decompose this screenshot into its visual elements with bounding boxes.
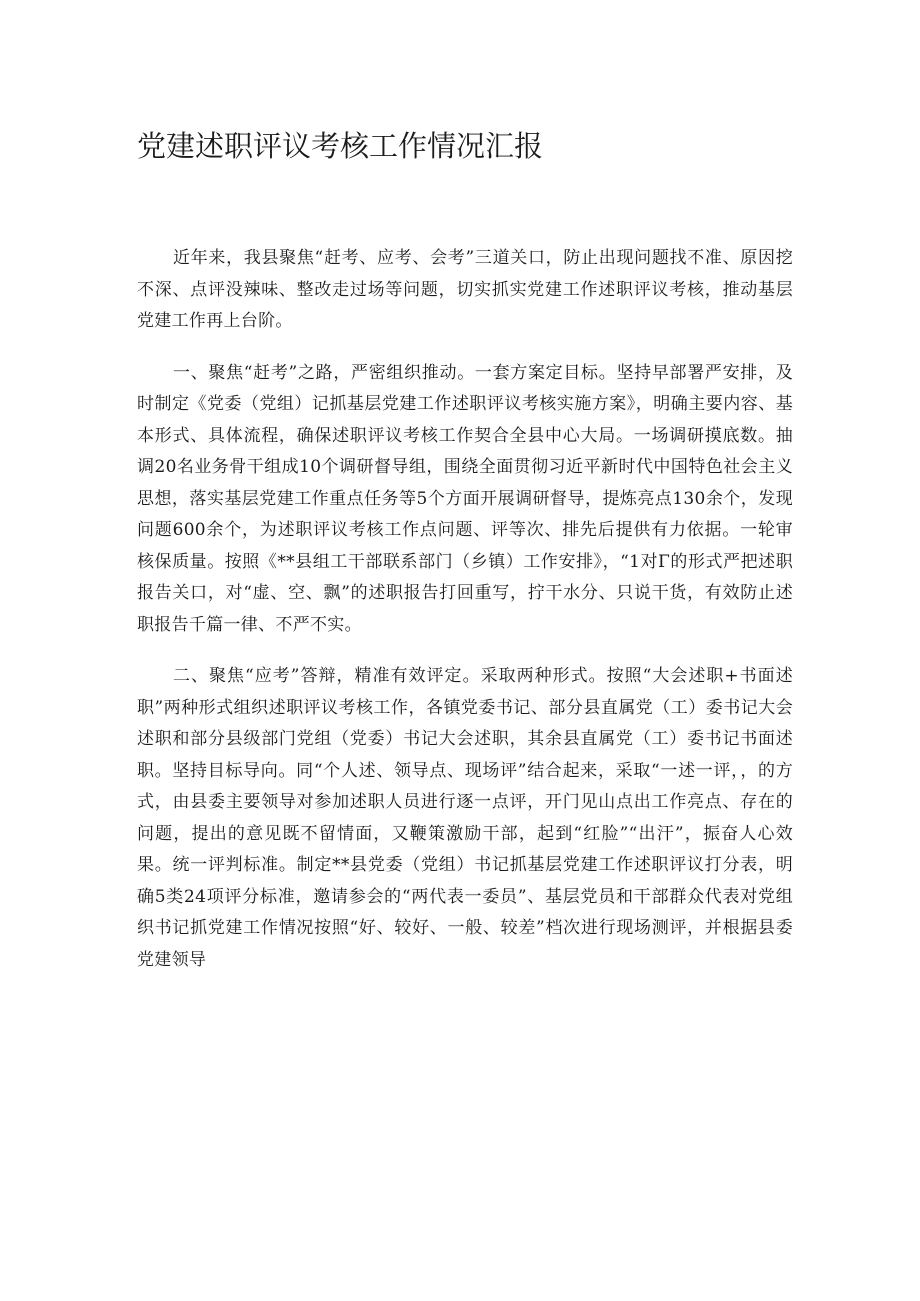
section-two-paragraph: 二、聚焦“应考”答辩，精准有效评定。采取两种形式。按照“大会述职+书面述职”两种形式组织述职评议考核工作，各镇党委书记、部分县直属党（工）委书记大会述职和部分县级部门党组（党委）书记大会述职，其余县直属党（工）委书记书面述职。坚持目标导向。同“个人述、领导点、现场评”结合起来，采取“一述一评，，的方式，由县委主要领导对参加述职人员进行逐一点评，开门见山点出工作亮点、存在的问题，提出的意见既不留情面，又鞭策激励干部，起到“红脸”“出汗”，振奋人心效果。统一评判标准。制定**县党委（党组）书记抓基层党建工作述职评议打分表，明确5类24项评分标准，邀请参会的“两代表一委员”、基层党员和干部群众代表对党组织书记抓党建工作情况按照“好、较好、一般、较差”档次进行现场测评，并根据县委党建领导 [137, 666, 793, 970]
section-one-paragraph: 一、聚焦“赶考”之路，严密组织推动。一套方案定目标。坚持早部署严安排，及时制定《党委（党组）记抓基层党建工作述职评议考核实施方案》，明确主要内容、基本形式、具体流程，确保述职评议考核工作契合全县中心大局。一场调研摸底数。抽调20名业务骨干组成10个调研督导组，围绕全面贯彻习近平新时代中国特色社会主义思想，落实基层党建工作重点任务等5个方面开展调研督导，提炼亮点130余个，发现问题600余个，为述职评议考核工作点问题、评等次、排先后提供有力依据。一轮审核保质量。按照《**县组工干部联系部门（乡镇）工作安排》，“1对Γ的形式严把述职报告关口，对“虚、空、飘”的述职报告打回重写，拧干水分、只说干货，有效防止述职报告千篇一律、不严不实。 [137, 362, 793, 635]
intro-paragraph: 近年来，我县聚焦“赶考、应考、会考”三道关口，防止出现问题找不准、原因挖不深、点评没辣味、整改走过场等问题，切实抓实党建工作述职评议考核，推动基层党建工作再上台阶。 [137, 248, 793, 331]
document-body [137, 243, 793, 996]
document-title: 党建述职评议考核工作情况汇报 [137, 129, 544, 163]
